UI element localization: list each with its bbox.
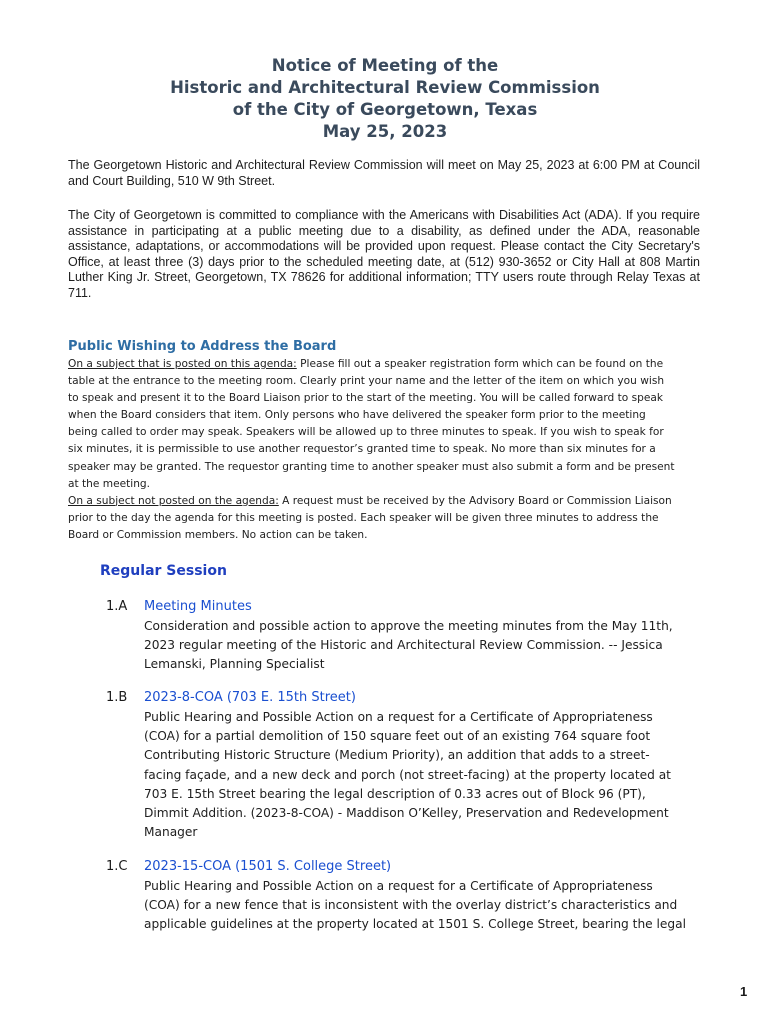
description-line: 2023 regular meeting of the Historic and Architectural Review Commission. -- Jessica (144, 638, 663, 653)
public-line (68, 356, 700, 373)
posted-agenda-label: On a subject that is posted on this agenda: (68, 358, 297, 370)
public-address-body (68, 356, 700, 544)
regular-session-heading: Regular Session (100, 563, 227, 579)
description-line: Consideration and possible action to approve the meeting minutes from the May 11th, (144, 619, 673, 633)
title-line: Historic and Architectural Review Commission (170, 78, 600, 97)
description-line: Manager (144, 825, 198, 840)
not-posted-agenda-label: On a subject not posted on the agenda: (68, 494, 279, 507)
agenda-item-link[interactable]: Meeting Minutes (144, 599, 252, 614)
public-line: table at the entrance to the meeting room. Clearly print your name and the letter of the item on which you wish (68, 375, 665, 388)
public-line (68, 493, 700, 510)
agenda-item-number: 1.B (106, 690, 128, 705)
ada-paragraph: The City of Georgetown is committed to compliance with the Americans with Disabilities Act (ADA). If you require assistance in participating at a public meeting due to a disability, as defined under the ADA, reasonable assistance, adaptations, or accommodations will be provided upon request. Please contact the City Secretary's Office, at least three (3) days prior to the scheduled meeting date, at (512) 930-3652 or City Hall at 808 Martin Luther King Jr. Street, Georgetown, TX 78626 for additional information; TTY users route through Relay Texas at 711. (68, 208, 700, 300)
public-line: Board or Commission members. No action can be taken. (68, 528, 368, 541)
agenda-item-description (144, 708, 704, 842)
public-line: six minutes, it is permissible to use another requestor’s granted time to speak. No more than six minutes for a (68, 443, 656, 456)
description-line: (COA) for a partial demolition of 150 square feet out of an existing 764 square foot (144, 729, 651, 744)
agenda-item-description (144, 877, 704, 935)
description-line: Contributing Historic Structure (Medium Priority), an addition that adds to a street- (144, 748, 650, 763)
description-line: 703 E. 15th Street bearing the legal description of 0.33 acres out of Block 96 (PT), (144, 786, 646, 801)
public-address-heading: Public Wishing to Address the Board (68, 339, 337, 354)
agenda-item-description (144, 617, 704, 675)
description-line: facing façade, and a new deck and porch (not street-facing) at the property located at (144, 767, 671, 782)
description-line: Dimmit Addition. (2023-8-COA) - Maddison O’Kelley, Preservation and Redevelopment (144, 806, 669, 821)
description-line: Public Hearing and Possible Action on a request for a Certificate of Appropriateness (144, 879, 653, 893)
public-line: prior to the day the agenda for this meeting is posted. Each speaker will be given three minutes to address the (68, 511, 659, 524)
description-line: Public Hearing and Possible Action on a request for a Certificate of Appropriateness (144, 710, 653, 724)
public-line-text: Please fill out a speaker registration form which can be found on the (296, 358, 664, 370)
page-number: 1 (740, 984, 748, 999)
title-line: of the City of Georgetown, Texas (232, 100, 538, 119)
agenda-item-number: 1.C (106, 859, 128, 874)
meeting-info-paragraph: The Georgetown Historic and Architectural Review Commission will meet on May 25, 2023 at 6:00 PM at Council and Court Building, 510 W 9th Street. (68, 158, 700, 188)
public-line: being called to order may speak. Speakers will be allowed up to three minutes to speak. If you wish to speak for (68, 426, 664, 439)
agenda-item-number: 1.A (106, 599, 128, 614)
title-line: Notice of Meeting of the (271, 56, 499, 75)
description-line: Lemanski, Planning Specialist (144, 657, 325, 672)
notice-title (0, 55, 770, 143)
public-line-text: A request must be received by the Advisory Board or Commission Liaison (278, 494, 672, 507)
agenda-item-link[interactable]: 2023-15-COA (1501 S. College Street) (144, 859, 392, 874)
public-line: speaker may be granted. The requestor granting time to another speaker must also submit a form and be present (68, 460, 675, 473)
description-line: applicable guidelines at the property located at 1501 S. College Street, bearing the legal (144, 917, 687, 932)
public-line: at the meeting. (68, 477, 151, 490)
agenda-item-link[interactable]: 2023-8-COA (703 E. 15th Street) (144, 690, 356, 705)
meeting-date: May 25, 2023 (322, 122, 448, 141)
public-line: to speak and present it to the Board Liaison prior to the start of the meeting. You will be called forward to speak (68, 392, 664, 405)
description-line: (COA) for a new fence that is inconsistent with the overlay district’s characteristics and (144, 898, 678, 913)
public-line: when the Board considers that item. Only persons who have delivered the speaker form prior to the meeting (68, 409, 646, 422)
